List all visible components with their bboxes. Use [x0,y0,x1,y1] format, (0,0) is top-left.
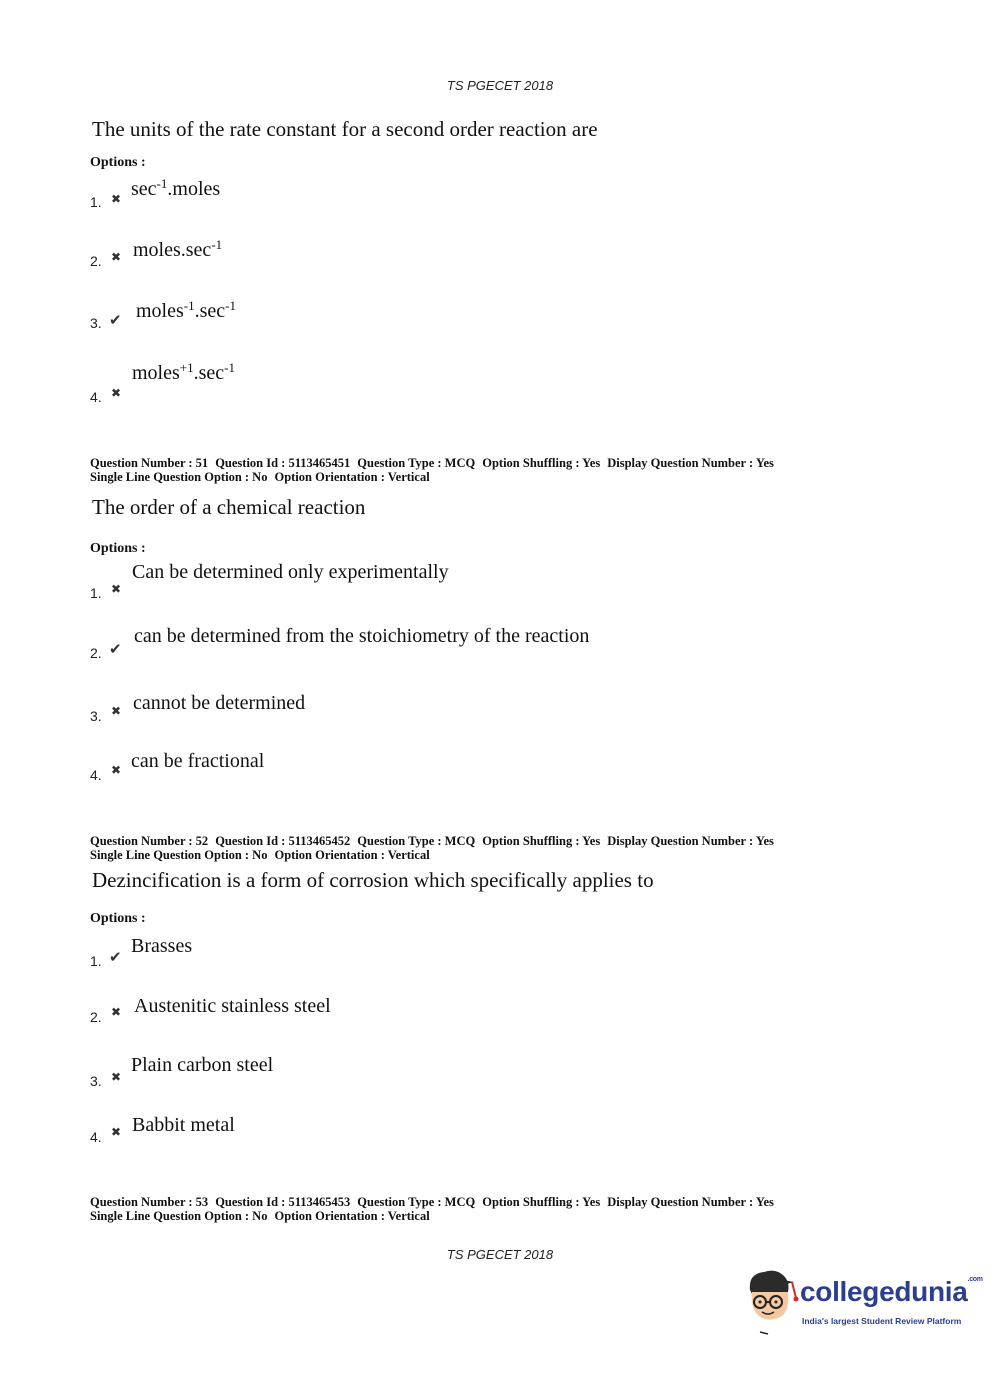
q52-option-3-text: Plain carbon steel [131,1054,274,1076]
options-heading: Options : [90,541,146,556]
question-53-meta [90,1195,781,1223]
q52-option-4-number: 4. [90,1129,102,1145]
q50-option-3-text: $moles^{-1}.\sec^{-1}$ [136,297,237,322]
q52-option-4-cross-icon: ✖ [111,1125,122,1139]
question-50-text: The units of the rate constant for a second order reaction are [92,117,598,141]
q51-option-3-cross-icon: ✖ [111,704,122,718]
q51-option-4-cross-icon: ✖ [111,763,122,777]
q50-option-3-number: 3. [90,315,102,331]
meta-line-2: Single Line Question Option : No Option Orientation : Vertical [90,470,430,484]
q51-option-2-number: 2. [90,645,102,661]
q52-option-2-number: 2. [90,1009,102,1025]
q50-option-1-number: 1. [90,194,102,210]
q50-option-2-number: 2. [90,253,102,269]
q51-option-1-cross-icon: ✖ [111,582,122,596]
meta-line-2: Single Line Question Option : No Option Orientation : Vertical [90,1209,430,1223]
q51-option-1-number: 1. [90,585,102,601]
q51-option-4-number: 4. [90,767,102,783]
options-heading: Options : [90,911,146,926]
question-52-text: Dezincification is a form of corrosion which specifically applies to [92,868,654,892]
q52-option-3-cross-icon: ✖ [111,1070,122,1084]
question-51-text: The order of a chemical reaction [92,495,366,519]
q51-option-1-text: Can be determined only experimentally [132,561,449,583]
meta-line-2: Single Line Question Option : No Option Orientation : Vertical [90,848,430,862]
q52-option-2-cross-icon: ✖ [111,1005,122,1019]
meta-line-1: Question Number : 52 Question Id : 5113465452 Question Type : MCQ Option Shuffling : Yes Display Question Number : Yes [90,834,774,848]
q50-option-4-number: 4. [90,389,102,405]
q52-option-4-text: Babbit metal [132,1114,235,1136]
q51-option-3-text: cannot be determined [133,692,306,714]
collegedunia-logo [742,1266,983,1342]
q51-option-2-text: can be determined from the stoichiometry of the reaction [134,625,590,647]
q52-option-1-text: Brasses [131,935,193,957]
q52-option-3-number: 3. [90,1073,102,1089]
q51-option-2-check-icon: ✔ [109,640,122,658]
page-header: TS PGECET 2018 [446,78,554,93]
q52-option-1-number: 1. [90,953,102,969]
options-heading: Options : [90,155,146,170]
question-52-meta [90,834,781,862]
q50-option-4-text: $moles^{+1}.\sec^{-1}$ [132,359,236,384]
meta-line-1: Question Number : 53 Question Id : 5113465453 Question Type : MCQ Option Shuffling : Yes Display Question Number : Yes [90,1195,774,1209]
logo-tagline: India's largest Student Review Platform [802,1316,962,1326]
question-51-meta [90,456,781,484]
q52-option-1-check-icon: ✔ [109,948,122,966]
q51-option-3-number: 3. [90,708,102,724]
q50-option-2-cross-icon: ✖ [111,250,122,264]
q50-option-3-check-icon: ✔ [109,311,122,329]
meta-line-1: Question Number : 51 Question Id : 5113465451 Question Type : MCQ Option Shuffling : Yes Display Question Number : Yes [90,456,774,470]
q50-option-4-cross-icon: ✖ [111,386,122,400]
logo-brand-text: collegedunia$^{.com}$ [800,1276,983,1307]
q52-option-2-text: Austenitic stainless steel [134,995,331,1017]
q50-option-2-text: $moles.\sec^{-1}$ [133,236,223,261]
q50-option-1-cross-icon: ✖ [111,192,122,206]
mascot-icon [742,1268,800,1338]
q51-option-4-text: can be fractional [131,750,265,772]
page-footer: TS PGECET 2018 [446,1247,554,1262]
q50-option-1-text: $\sec^{-1}.moles$ [131,175,221,200]
